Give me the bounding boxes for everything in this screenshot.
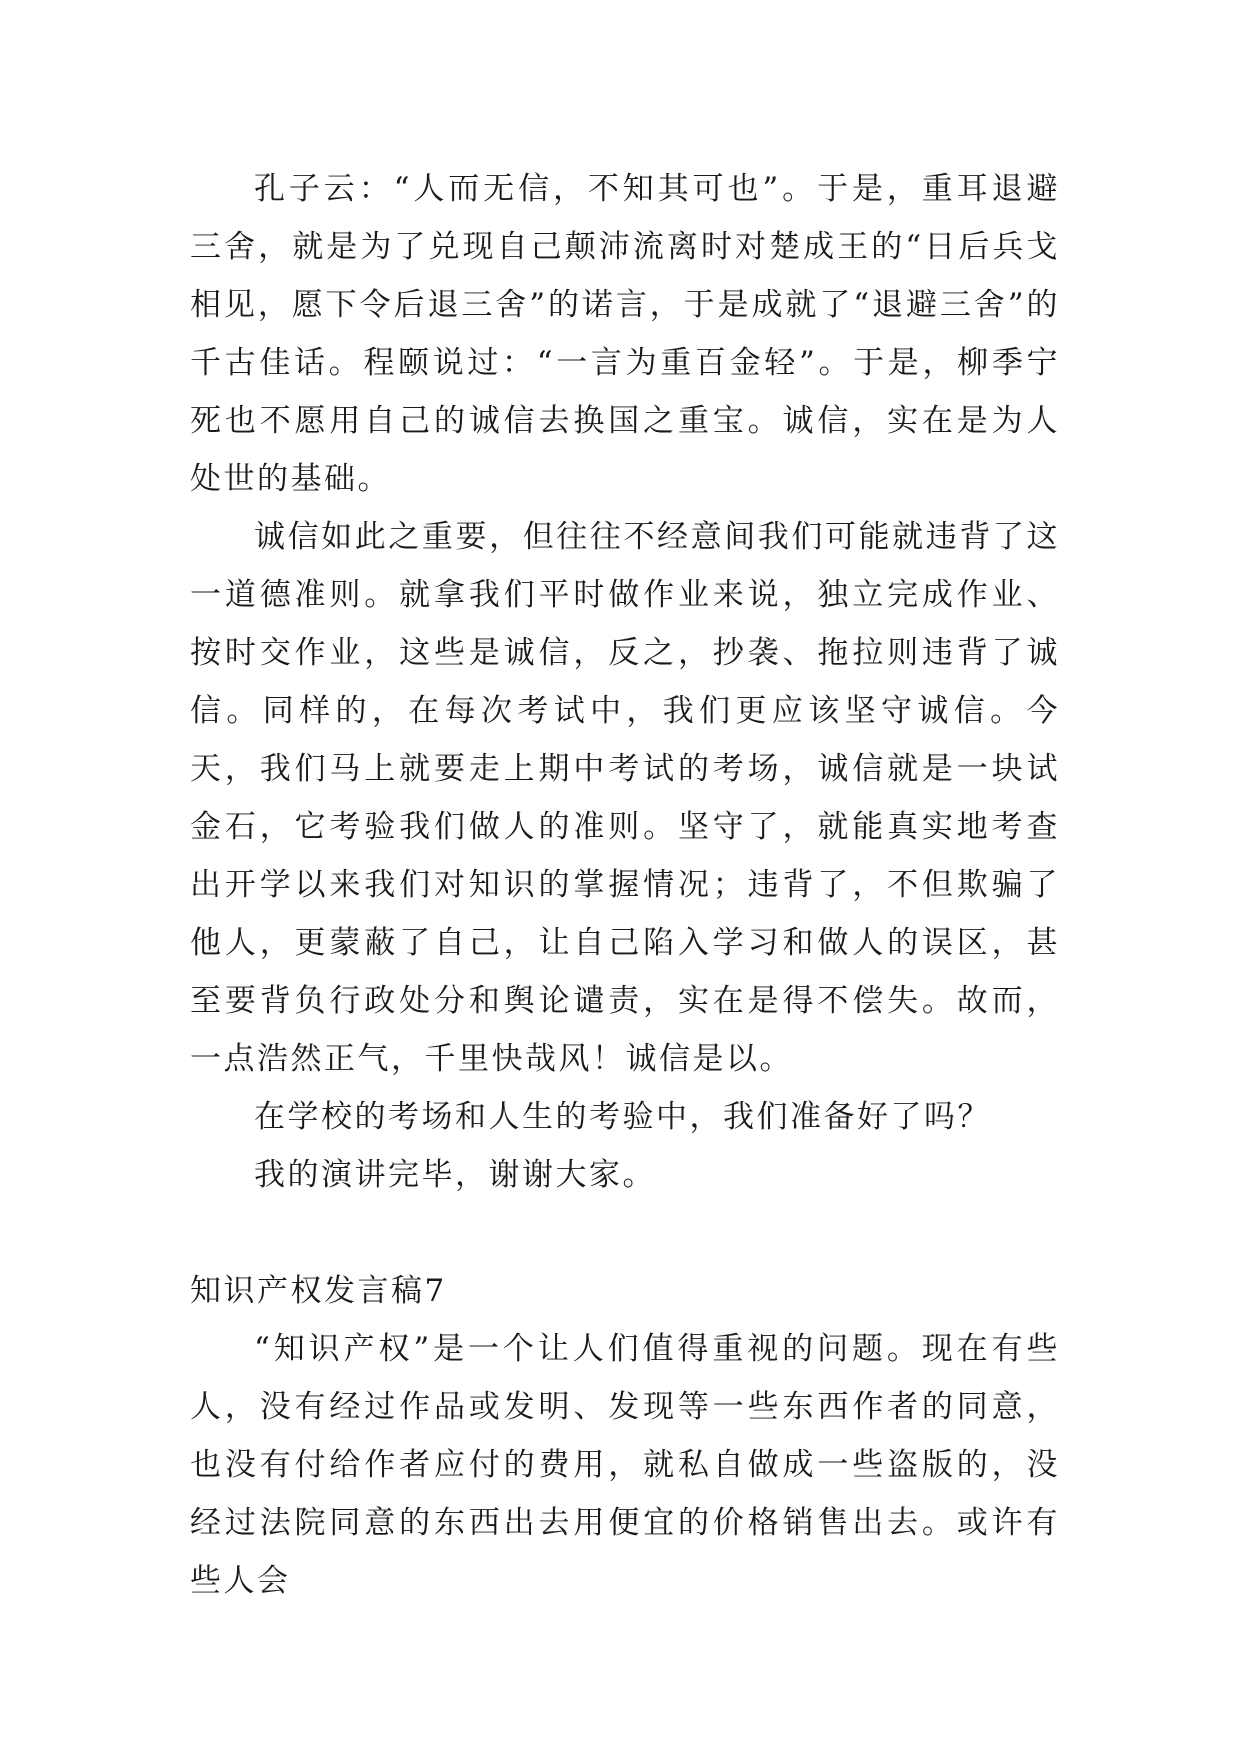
paragraph-integrity-importance: 诚信如此之重要，但往往不经意间我们可能就违背了这一道德准则。就拿我们平时做作业来说，独立完成作业、按时交作业，这些是诚信，反之，抄袭、拖拉则违背了诚信。同样的，在每次考试中，我们更应该坚守诚信。今天，我们马上就要走上期中考试的考场，诚信就是一块试金石，它考验我们做人的准则。坚守了，就能真实地考查出开学以来我们对知识的掌握情况；违背了，不但欺骗了他人，更蒙蔽了自己，让自己陷入学习和做人的误区，甚至要背负行政处分和舆论谴责，实在是得不偿失。故而，一点浩然正气，千里快哉风！诚信是以。 [190, 519, 1060, 1077]
section-heading: 知识产权发言稿7 [190, 1273, 447, 1309]
section-gap [190, 1204, 1060, 1262]
document-body [190, 160, 1060, 1610]
paragraph-question: 在学校的考场和人生的考验中，我们准备好了吗？ [254, 1099, 991, 1135]
paragraph-closing: 我的演讲完毕，谢谢大家。 [254, 1157, 656, 1193]
paragraph-ip-intro: “知识产权”是一个让人们值得重视的问题。现在有些人，没有经过作品或发明、发现等一些东西作者的同意，也没有付给作者应付的费用，就私自做成一些盗版的，没经过法院同意的东西出去用便宜的价格销售出去。或许有些人会 [190, 1331, 1060, 1599]
paragraph-confucius-integrity: 孔子云：“人而无信，不知其可也”。于是，重耳退避三舍，就是为了兑现自己颠沛流离时对楚成王的“日后兵戈相见，愿下令后退三舍”的诺言，于是成就了“退避三舍”的千古佳话。程颐说过：“一言为重百金轻”。于是，柳季宁死也不愿用自己的诚信去换国之重宝。诚信，实在是为人处世的基础。 [190, 171, 1060, 497]
